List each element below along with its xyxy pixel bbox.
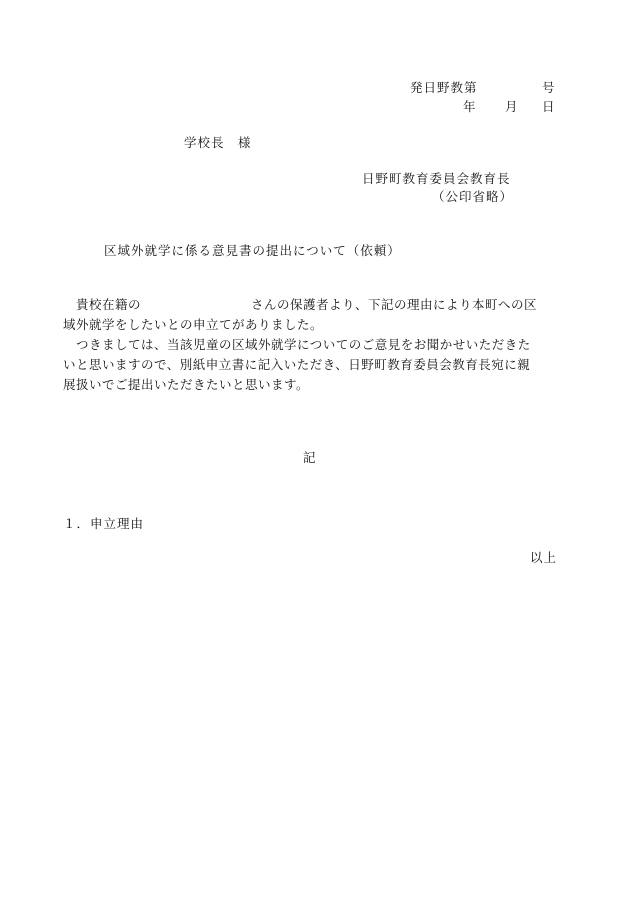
item-1-reason: １．申立理由 (63, 516, 145, 531)
document-number-label: 発日野教第 (410, 80, 478, 95)
body-paragraph-1-line-2: 域外就学をしたいとの申立てがありました。 (63, 317, 324, 332)
student-suffix: さんの保護者より、下記の理由により本町への区 (251, 297, 538, 312)
seal-note: （公印省略） (432, 189, 514, 204)
date-day: 日 (542, 99, 555, 114)
body-paragraph-2-line-1: つきましては、当該児童の区域外就学についてのご意見をお聞かせいただきた (76, 337, 531, 352)
ki-heading: 記 (303, 450, 316, 465)
body-paragraph-2-line-3: 展扱いでご提出いただきたいと思います。 (63, 377, 310, 392)
recipient: 学校長 様 (184, 135, 252, 150)
body-paragraph-1 (63, 295, 563, 335)
student-prefix: 貴校在籍の (76, 297, 142, 312)
body-paragraph-2 (63, 335, 563, 395)
closing-ijou: 以上 (530, 550, 558, 565)
body-paragraph-1-line-1 (63, 295, 563, 315)
body-paragraph-2-line-2: いと思いますので、別紙申立書に記入いただき、日野町教育委員会教育長宛に親 (63, 357, 531, 372)
date-month: 月 (505, 99, 518, 114)
document-number-suffix: 号 (542, 80, 555, 95)
subject-title: 区域外就学に係る意見書の提出について（依頼） (104, 243, 401, 258)
date-year: 年 (463, 99, 476, 114)
sender: 日野町教育委員会教育長 (362, 171, 511, 186)
